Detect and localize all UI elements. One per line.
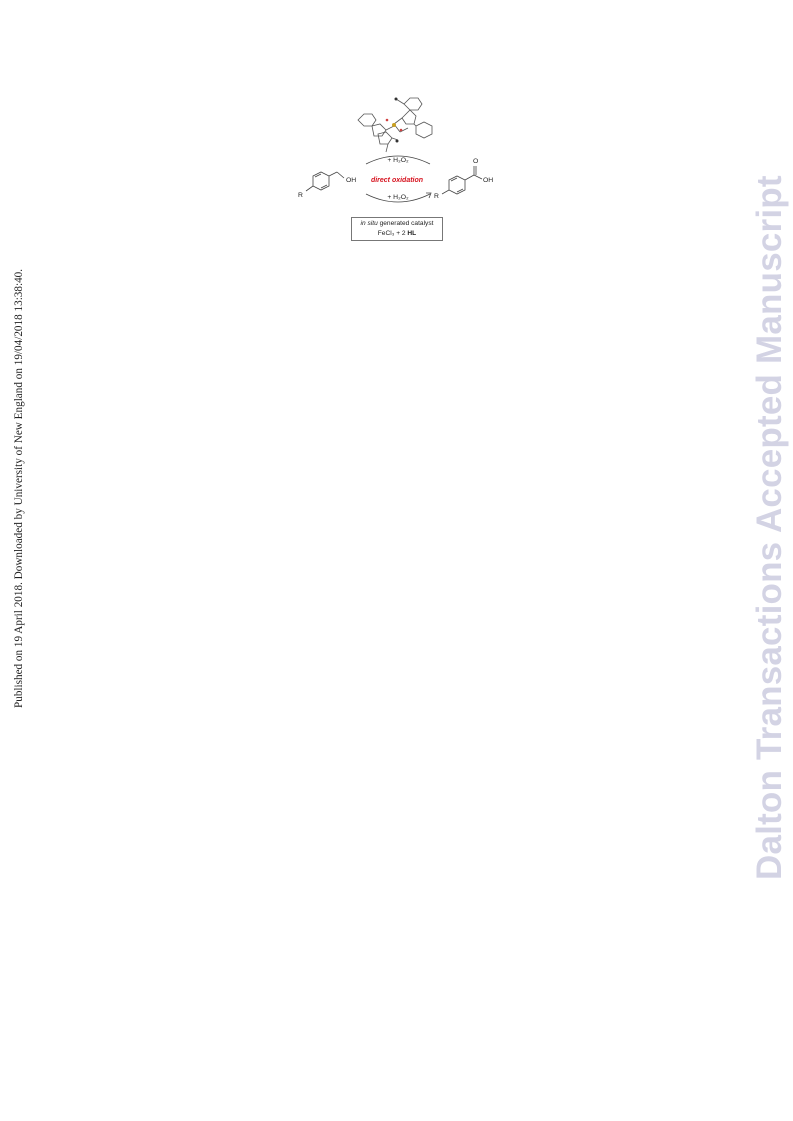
catalyst-in-situ: in situ [360,220,378,227]
catalyst-line-2 [352,229,442,239]
reactant-r-group: R [298,192,303,199]
product-carbonyl-oxygen: O [473,158,479,165]
accepted-manuscript-watermark: Dalton Transactions Accepted Manuscript [750,175,789,880]
catalyst-formula: FeCl₃ + 2 [377,230,408,237]
catalyst-box [351,217,443,241]
catalyst-line-1 [352,219,442,229]
benzyl-alcohol-structure [306,172,344,191]
catalyst-ligand: HL [407,230,417,237]
publication-note: Published on 19 April 2018. Downloaded by University of New England on 19/04/2018 13:38:40. [13,268,25,708]
product-r-group: R [434,193,439,200]
direct-oxidation-label: direct oxidation [370,177,424,184]
reagent-top-label: + H₂O₂ [387,157,409,164]
product-hydroxyl: OH [483,177,494,184]
reagent-bottom-label: + H₂O₂ [387,194,409,201]
benzoic-acid-structure [442,166,482,194]
catalyst-generated-text: generated catalyst [377,220,434,227]
reactant-hydroxyl: OH [346,177,357,184]
